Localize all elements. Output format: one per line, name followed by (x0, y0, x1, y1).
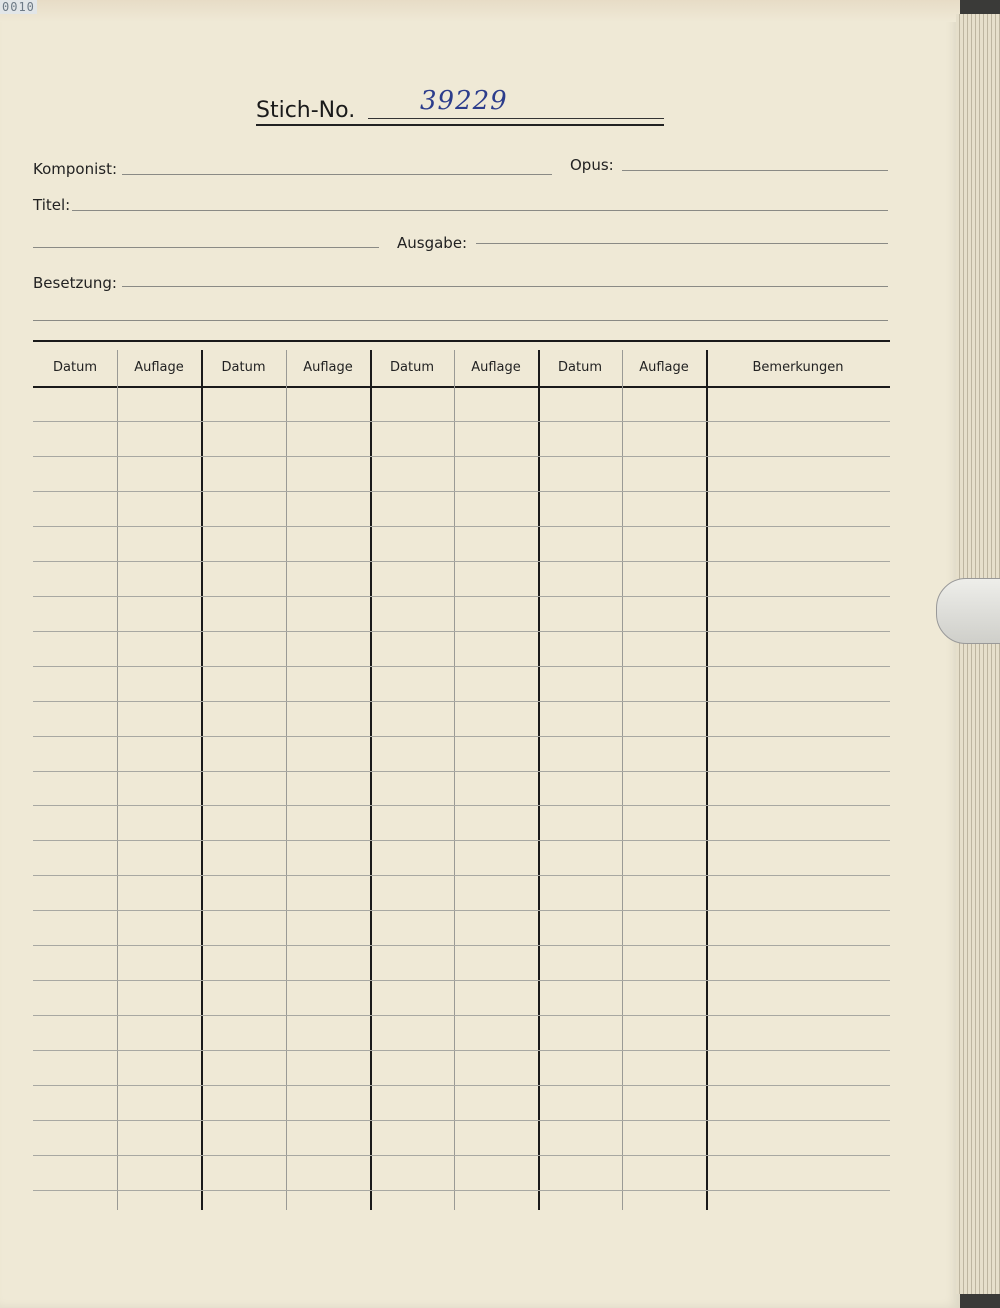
archive-mark: 0010 (2, 0, 35, 14)
table-row-line (33, 1155, 890, 1156)
besetzung-line-2 (33, 320, 888, 321)
table-row-line (33, 596, 890, 597)
column-header-datum: Datum (390, 360, 434, 375)
index-tab (936, 578, 1000, 644)
table-row-line (33, 561, 890, 562)
table-row-line (33, 526, 890, 527)
table-row-line (33, 980, 890, 981)
column-header-datum: Datum (53, 360, 97, 375)
column-divider-heavy (538, 350, 540, 1210)
column-divider (454, 350, 455, 1210)
table-row-line (33, 491, 890, 492)
komponist-label: Komponist: (33, 160, 118, 178)
opus-line (622, 170, 888, 171)
table-top-rule (33, 340, 890, 342)
table-row-line (33, 456, 890, 457)
table-row-line (33, 666, 890, 667)
column-divider (286, 350, 287, 1210)
table-row-line (33, 805, 890, 806)
stich-no-line (368, 118, 664, 119)
komponist-line (122, 174, 552, 175)
column-header-auflage: Auflage (134, 360, 184, 375)
opus-label: Opus: (570, 156, 614, 174)
stich-no-label: Stich-No. (256, 98, 356, 123)
table-row-line (33, 736, 890, 737)
header-underline (256, 124, 664, 126)
page-top-edge (0, 0, 960, 22)
table-row-line (33, 771, 890, 772)
titel-label: Titel: (33, 196, 71, 214)
table-row-line (33, 631, 890, 632)
column-header-bemerkungen: Bemerkungen (752, 360, 844, 375)
table-row-line (33, 875, 890, 876)
column-divider-heavy (706, 350, 708, 1210)
stich-no-value: 39229 (420, 86, 508, 116)
table-row-line (33, 421, 890, 422)
ausgabe-line (476, 243, 888, 244)
column-header-datum: Datum (558, 360, 602, 375)
column-divider (117, 350, 118, 1210)
table-row-line (33, 945, 890, 946)
table-row-line (33, 1050, 890, 1051)
column-header-auflage: Auflage (639, 360, 689, 375)
titel-line (72, 210, 888, 211)
titel-line-2 (33, 247, 379, 248)
column-divider-heavy (201, 350, 203, 1210)
table-row-line (33, 910, 890, 911)
column-header-datum: Datum (221, 360, 266, 375)
table-row-line (33, 1190, 890, 1191)
column-divider (622, 350, 623, 1210)
ausgabe-label: Ausgabe: (397, 234, 468, 252)
besetzung-line (122, 286, 888, 287)
column-header-auflage: Auflage (303, 360, 353, 375)
table-row-line (33, 1015, 890, 1016)
book-page-edges (956, 14, 1000, 1294)
table-row-line (33, 840, 890, 841)
column-divider-heavy (370, 350, 372, 1210)
table-header-rule (33, 386, 890, 388)
table-row-line (33, 701, 890, 702)
besetzung-label: Besetzung: (33, 274, 117, 292)
table-row-line (33, 1120, 890, 1121)
column-header-auflage: Auflage (471, 360, 521, 375)
table-row-line (33, 1085, 890, 1086)
